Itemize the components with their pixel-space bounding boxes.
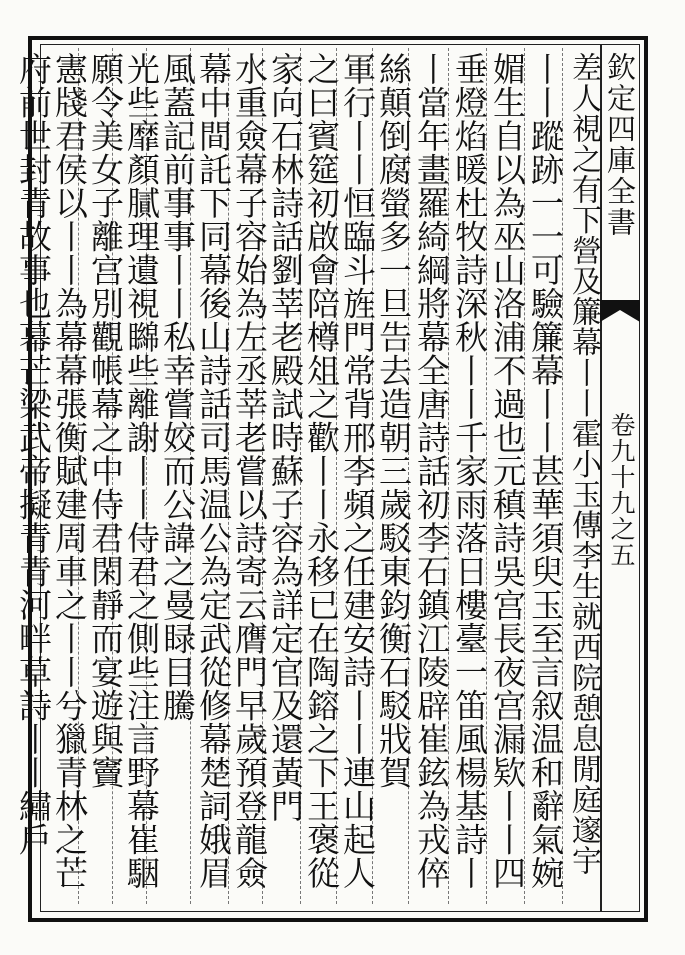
book-title: 欽定四庫全書 <box>603 52 637 238</box>
text-column-8: 之曰賓筵初啟會陪樽俎之歡丨丨永移已在陶鎔之下王褒從 <box>302 52 341 890</box>
text-column-12: 風蓋記前事事丨丨私幸嘗姣而公諱之曼睩目騰 <box>158 52 197 722</box>
text-column-14: 願令美女子離宫別觀帳幕之中侍君閑靜而宴遊與竇 <box>86 52 125 789</box>
fishtail-mark <box>600 300 640 322</box>
text-column-11: 幕中間託下同幕後山詩話司馬温公為定武從修幕楚詞娥眉 <box>194 52 233 890</box>
text-column-13: 光些靡顏膩理遺視矊些離謝丨丨侍君之側些注言野幕崔駰 <box>122 52 161 890</box>
text-column-3: 媚生自以為巫山洛浦不過也元稹詩吳宫長夜宫漏欵丨丨四 <box>488 52 527 890</box>
text-column-5: 丨當年畫羅綺綱將幕全唐詩話初李石鎮江陵辟崔鉉為戎倅 <box>412 52 451 890</box>
text-column-1: 差人視之有下營及簾幕丨丨霍小玉傳李生就西院憩息閒庭邃宇 <box>566 52 601 876</box>
text-column-9: 家向石林詩話劉莘老殿試時蘇子容為詳定官及還黃門 <box>266 52 305 823</box>
text-column-15: 憲牋君侯以丨丨為幕幕張衡賦建周車之丨丨兮獵青林之芒 <box>50 52 89 890</box>
text-column-2: 丨丨蹤跡一一可驗簾幕丨丨甚華須臾玉至言叙温和辭氣婉 <box>526 52 565 890</box>
text-column-6: 絲顛倒腐螢多一旦告去造朝三歲駁東鈞衡石駁戕賀 <box>374 52 413 789</box>
text-column-7: 軍行丨丨恒臨斗旌門常背邢李頻之任建安詩丨丨連山起人 <box>338 52 377 890</box>
text-column-16: 府前世封青故事也幕芒梁武帝擬青青河畔草詩丨丨繡戶 <box>14 52 53 856</box>
volume-label: 卷九十九之五 <box>607 412 636 568</box>
text-column-10: 水重僉幕子容始為左丞莘老嘗以詩寄云膺門早歲預登龍僉 <box>230 52 269 890</box>
text-column-4: 垂燈焰暖杜牧詩深秋丨丨千家雨落日樓臺一笛風楊基詩丨 <box>450 52 489 890</box>
